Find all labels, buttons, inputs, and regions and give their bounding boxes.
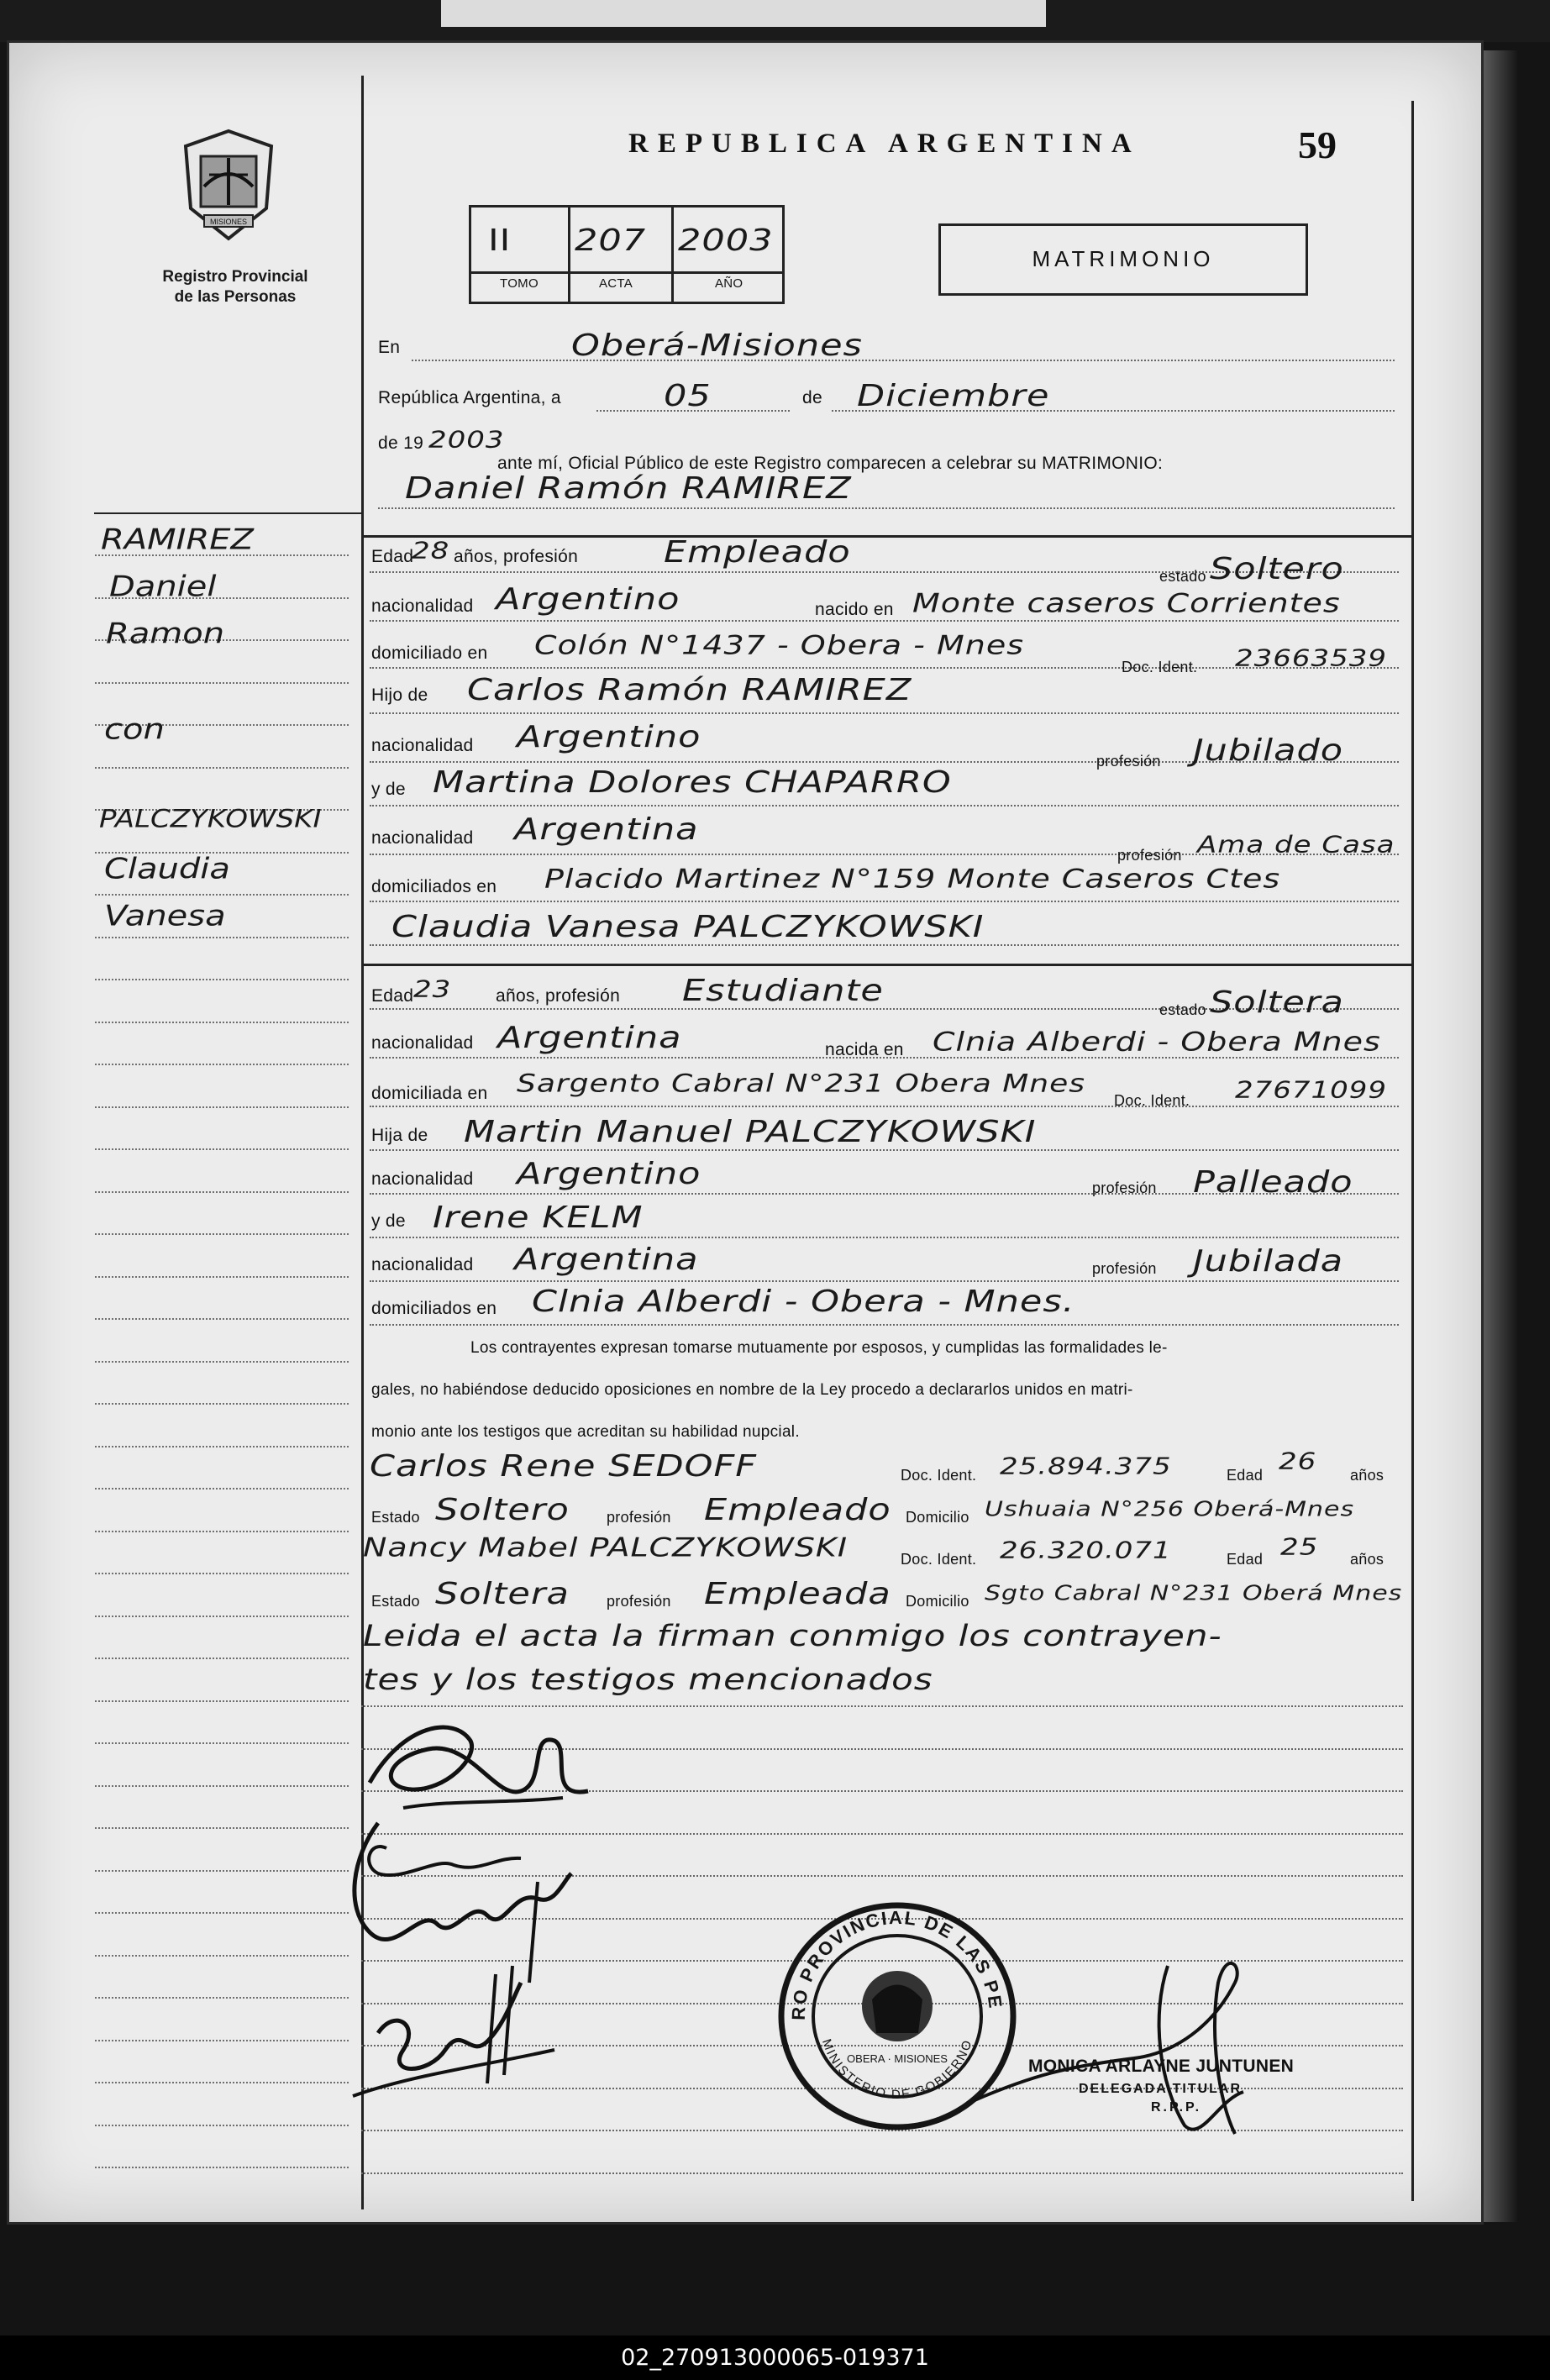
bride-mother: Irene KELM bbox=[433, 1201, 644, 1235]
groom-yde-label: y de bbox=[371, 780, 406, 799]
right-border bbox=[1411, 101, 1414, 2201]
groom-domicilio: Colón N°1437 - Obera - Mnes bbox=[534, 629, 1024, 660]
witness1-estado-label: Estado bbox=[371, 1509, 420, 1526]
witness2-anos-label: años bbox=[1350, 1551, 1384, 1568]
bride-domicilio: Sargento Cabral N°231 Obera Mnes bbox=[517, 1069, 1085, 1098]
bride-parents-dom: Clnia Alberdi - Obera - Mnes. bbox=[532, 1285, 1075, 1319]
witness2-dom-label: Domicilio bbox=[906, 1593, 969, 1610]
groom-mother: Martina Dolores CHAPARRO bbox=[433, 765, 952, 800]
bride-doc-label: Doc. Ident. bbox=[1114, 1092, 1190, 1109]
bride-nac-label: nacionalidad bbox=[371, 1033, 474, 1053]
declaration-line-3: monio ante los testigos que acreditan su habilidad nupcial. bbox=[371, 1423, 800, 1441]
bride-birthplace: Clnia Alberdi - Obera Mnes bbox=[933, 1026, 1381, 1057]
bride-father-prof-label: profesión bbox=[1092, 1179, 1157, 1196]
witness1-edad-label: Edad bbox=[1227, 1467, 1264, 1484]
bride-nacida-label: nacida en bbox=[825, 1040, 904, 1059]
witness2-estado-label: Estado bbox=[371, 1593, 420, 1610]
groom-doc-label: Doc. Ident. bbox=[1122, 659, 1198, 675]
witness2-doc: 26.320.071 bbox=[1000, 1537, 1172, 1564]
witness-signature bbox=[344, 1949, 563, 2109]
groom-birthplace: Monte caseros Corrientes bbox=[912, 587, 1341, 618]
bride-dom-label: domiciliada en bbox=[371, 1084, 488, 1103]
witness1-dom-label: Domicilio bbox=[906, 1509, 969, 1526]
groom-anos-label: años, profesión bbox=[454, 547, 579, 566]
republica-label: República Argentina, a bbox=[378, 388, 561, 407]
previous-page-edge bbox=[441, 0, 1046, 27]
groom-dom-label: domiciliado en bbox=[371, 644, 488, 663]
margin-top-rule bbox=[94, 512, 361, 514]
margin-con: con bbox=[104, 712, 165, 746]
bride-estado: Soltera bbox=[1210, 985, 1344, 1020]
bride-father: Martin Manuel PALCZYKOWSKI bbox=[464, 1115, 1037, 1149]
registry-line-1: Registro Provincial bbox=[162, 268, 308, 286]
groom-mother-prof-label: profesión bbox=[1117, 847, 1182, 864]
country-title: REPUBLICA ARGENTINA bbox=[628, 129, 1141, 159]
groom-father-nac-label: nacionalidad bbox=[371, 736, 474, 755]
marriage-day: 05 bbox=[664, 379, 712, 413]
witness1-estado: Soltero bbox=[435, 1493, 570, 1527]
bride-father-prof: Palleado bbox=[1193, 1165, 1353, 1200]
witness2-name: Nancy Mabel PALCZYKOWSKI bbox=[363, 1532, 849, 1563]
svg-text:REGISTRO PROVINCIAL DE LAS PER: RO PROVINCIAL DE LAS PE bbox=[787, 1906, 1006, 2021]
year-prefix: de 19 bbox=[378, 433, 424, 453]
file-id: 02_270913000065-019371 bbox=[621, 2345, 929, 2371]
bride-profesion: Estudiante bbox=[682, 974, 884, 1008]
groom-parents-dom-label: domiciliados en bbox=[371, 877, 497, 896]
witness1-edad: 26 bbox=[1279, 1447, 1317, 1475]
margin-bride-first: Claudia bbox=[104, 852, 230, 885]
de-label: de bbox=[802, 388, 822, 407]
witness2-edad: 25 bbox=[1280, 1533, 1319, 1561]
witness1-prof-label: profesión bbox=[607, 1509, 671, 1526]
act-type-box bbox=[938, 223, 1308, 296]
margin-groom-second: Ramon bbox=[106, 617, 225, 650]
bride-mother-prof-label: profesión bbox=[1092, 1260, 1157, 1277]
tomo-acta-ano-box bbox=[469, 205, 785, 304]
closing-line-1: Leida el acta la firman conmigo los contrayen- bbox=[363, 1618, 1222, 1652]
witness2-profesion: Empleada bbox=[704, 1577, 891, 1611]
witness2-doc-label: Doc. Ident. bbox=[901, 1551, 977, 1568]
groom-edad-label: Edad bbox=[371, 547, 414, 566]
bride-father-nac-label: nacionalidad bbox=[371, 1169, 474, 1189]
bride-parents-dom-label: domiciliados en bbox=[371, 1299, 497, 1318]
groom-nacido-label: nacido en bbox=[815, 600, 894, 619]
witness1-name: Carlos Rene SEDOFF bbox=[370, 1449, 757, 1484]
ano-value: 2003 bbox=[678, 223, 774, 258]
bride-hija-label: Hija de bbox=[371, 1126, 428, 1145]
book-binding bbox=[1484, 50, 1517, 2222]
bride-mother-prof: Jubilada bbox=[1193, 1244, 1344, 1279]
bride-edad: 23 bbox=[413, 975, 452, 1003]
tomo-value: II bbox=[488, 223, 512, 258]
witness1-doc: 25.894.375 bbox=[1000, 1453, 1172, 1480]
witness2-domicilio: Sgto Cabral N°231 Oberá Mnes bbox=[985, 1581, 1403, 1605]
groom-edad: 28 bbox=[412, 537, 450, 565]
groom-rule bbox=[361, 535, 1411, 538]
groom-signature bbox=[353, 1690, 605, 1825]
groom-estado-label: estado bbox=[1159, 568, 1206, 585]
officer-org: R.P.P. bbox=[1151, 2100, 1202, 2115]
margin-bride-second: Vanesa bbox=[104, 899, 226, 933]
page-number: 59 bbox=[1298, 123, 1337, 166]
provincial-seal bbox=[179, 128, 278, 242]
place: Oberá-Misiones bbox=[571, 328, 863, 363]
witness1-anos-label: años bbox=[1350, 1467, 1384, 1484]
witness1-domicilio: Ushuaia N°256 Oberá-Mnes bbox=[985, 1497, 1355, 1521]
officer-title: DELEGADA TITULAR bbox=[1079, 2082, 1243, 2096]
declaration-line-1: Los contrayentes expresan tomarse mutuamente por esposos, y cumplidas las formalidades le- bbox=[470, 1339, 1168, 1357]
witness2-edad-label: Edad bbox=[1227, 1551, 1264, 1568]
acta-label: ACTA bbox=[599, 276, 633, 291]
marriage-month: Diciembre bbox=[857, 379, 1050, 413]
groom-father: Carlos Ramón RAMIREZ bbox=[467, 673, 912, 707]
witness2-prof-label: profesión bbox=[607, 1593, 671, 1610]
groom-nac-label: nacionalidad bbox=[371, 596, 474, 616]
closing-line-2: tes y los testigos mencionados bbox=[363, 1662, 933, 1696]
bride-anos-label: años, profesión bbox=[496, 986, 621, 1006]
svg-text:MINISTERIO DE GOBIERNO: MINISTERIO DE GOBIERNO bbox=[818, 2036, 976, 2102]
file-id-bar bbox=[0, 2335, 1550, 2380]
en-label: En bbox=[378, 338, 401, 357]
registry-line-2: de las Personas bbox=[174, 288, 297, 306]
groom-father-prof: Jubilado bbox=[1193, 733, 1344, 768]
groom-father-nac: Argentino bbox=[517, 720, 701, 754]
bride-yde-label: y de bbox=[371, 1211, 406, 1231]
registry-name bbox=[134, 267, 336, 307]
ano-label: AÑO bbox=[715, 276, 743, 291]
appearance-statement: ante mí, Oficial Público de este Registro comparecen a celebrar su MATRIMONIO: bbox=[497, 454, 1164, 473]
groom-nacionalidad: Argentino bbox=[496, 582, 680, 617]
groom-mother-nac: Argentina bbox=[514, 812, 699, 847]
groom-profesion: Empleado bbox=[664, 535, 851, 570]
groom-full-name: Daniel Ramón RAMIREZ bbox=[405, 471, 852, 506]
marriage-year: 2003 bbox=[428, 426, 505, 454]
groom-doc: 23663539 bbox=[1235, 644, 1388, 672]
margin-groom-first: Daniel bbox=[109, 570, 217, 603]
groom-hijo-label: Hijo de bbox=[371, 686, 428, 705]
groom-mother-prof: Ama de Casa bbox=[1197, 831, 1395, 859]
groom-parents-dom: Placido Martinez N°159 Monte Caseros Ctes bbox=[544, 863, 1281, 894]
tomo-label: TOMO bbox=[500, 276, 539, 291]
officer-signature bbox=[966, 1932, 1319, 2151]
bride-doc: 27671099 bbox=[1235, 1076, 1388, 1104]
bride-rule bbox=[361, 964, 1411, 966]
bride-nacionalidad: Argentina bbox=[497, 1021, 682, 1055]
bride-full-name: Claudia Vanesa PALCZYKOWSKI bbox=[391, 910, 985, 944]
witness1-profesion: Empleado bbox=[704, 1493, 891, 1527]
officer-name: MONICA ARLAYNE JUNTUNEN bbox=[1028, 2057, 1295, 2076]
bride-estado-label: estado bbox=[1159, 1001, 1206, 1018]
groom-mother-nac-label: nacionalidad bbox=[371, 828, 474, 848]
bride-mother-nac: Argentina bbox=[514, 1243, 699, 1277]
svg-text:OBERA · MISIONES: OBERA · MISIONES bbox=[847, 2052, 948, 2065]
bride-mother-nac-label: nacionalidad bbox=[371, 1255, 474, 1274]
margin-groom-surname: RAMIREZ bbox=[101, 523, 254, 556]
acta-value: 207 bbox=[575, 223, 647, 258]
groom-father-prof-label: profesión bbox=[1096, 753, 1161, 770]
witness1-doc-label: Doc. Ident. bbox=[901, 1467, 977, 1484]
margin-bride-surname: PALCZYKOWSKI bbox=[99, 805, 322, 833]
act-type: MATRIMONIO bbox=[1032, 246, 1215, 271]
bride-edad-label: Edad bbox=[371, 986, 414, 1006]
groom-estado: Soltero bbox=[1210, 552, 1344, 586]
declaration-line-2: gales, no habiéndose deducido oposiciones en nombre de la Ley procedo a declararlos unidos en matri- bbox=[371, 1381, 1133, 1399]
bride-father-nac: Argentino bbox=[517, 1157, 701, 1191]
witness2-estado: Soltera bbox=[435, 1577, 570, 1611]
svg-text:MISIONES: MISIONES bbox=[209, 218, 248, 226]
